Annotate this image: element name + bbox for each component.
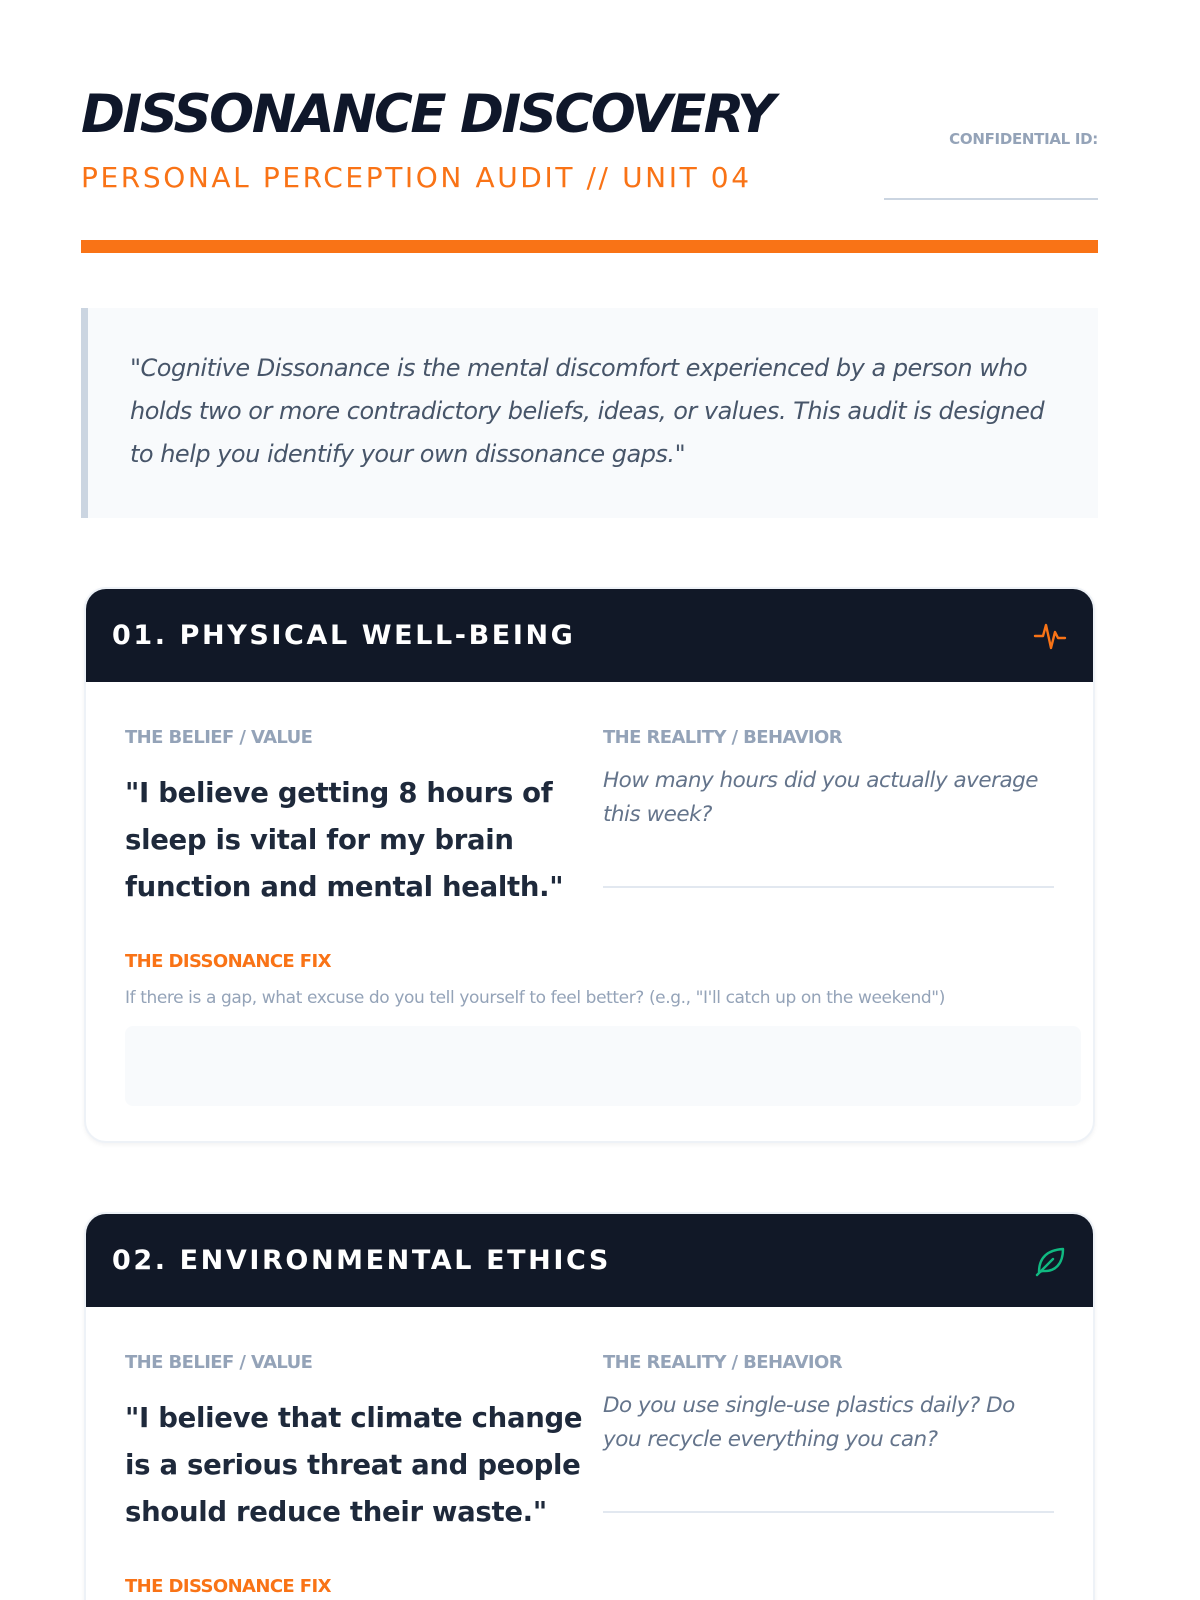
section-title: 01. PHYSICAL WELL-BEING [112, 620, 576, 651]
leaf-icon [1033, 1244, 1067, 1278]
confidential-id-label: CONFIDENTIAL ID: [949, 130, 1098, 148]
intro-quote-text: "Cognitive Dissonance is the mental discomfort experienced by a person who holds two or more contradictory beliefs, ideas, or values. This audit is designed to help you identify your own dissonance gaps." [130, 354, 1045, 468]
section-body [86, 1307, 1093, 1597]
section-body [86, 682, 1093, 1106]
reality-prompt: How many hours did you actually average this week? [603, 768, 1039, 827]
reality-column [603, 1352, 1054, 1536]
reality-label: THE REALITY / BEHAVIOR [603, 1352, 842, 1373]
reality-answer-field[interactable] [603, 1511, 1054, 1513]
confidential-id-block [884, 130, 1098, 148]
belief-statement: "I believe getting 8 hours of sleep is vital for my brain function and mental health." [125, 777, 564, 903]
section-card-physical [84, 587, 1095, 1143]
fix-label: THE DISSONANCE FIX [125, 951, 331, 972]
reality-column [603, 727, 1054, 911]
fix-answer-field[interactable] [125, 1026, 1081, 1106]
fix-hint: If there is a gap, what excuse do you tell yourself to feel better? (e.g., "I'll catch up on the weekend") [125, 988, 945, 1008]
confidential-id-field[interactable] [884, 198, 1098, 200]
fix-label: THE DISSONANCE FIX [125, 1576, 331, 1597]
belief-statement: "I believe that climate change is a serious threat and people should reduce their waste." [125, 1402, 583, 1528]
page-title: DISSONANCE DISCOVERY [81, 84, 773, 145]
page-subtitle: PERSONAL PERCEPTION AUDIT // UNIT 04 [81, 161, 752, 194]
reality-prompt: Do you use single-use plastics daily? Do you recycle everything you can? [603, 1393, 1015, 1452]
belief-label: THE BELIEF / VALUE [125, 1352, 313, 1373]
reality-answer-field[interactable] [603, 886, 1054, 888]
header-accent-bar [81, 240, 1098, 253]
section-card-environmental [84, 1212, 1095, 1600]
pulse-icon [1033, 619, 1067, 653]
belief-label: THE BELIEF / VALUE [125, 727, 313, 748]
intro-quote [81, 308, 1098, 518]
section-header [86, 589, 1093, 682]
page-header [81, 0, 1098, 255]
belief-column [125, 1352, 603, 1536]
belief-column [125, 727, 603, 911]
section-header [86, 1214, 1093, 1307]
section-title: 02. ENVIRONMENTAL ETHICS [112, 1245, 611, 1276]
reality-label: THE REALITY / BEHAVIOR [603, 727, 842, 748]
